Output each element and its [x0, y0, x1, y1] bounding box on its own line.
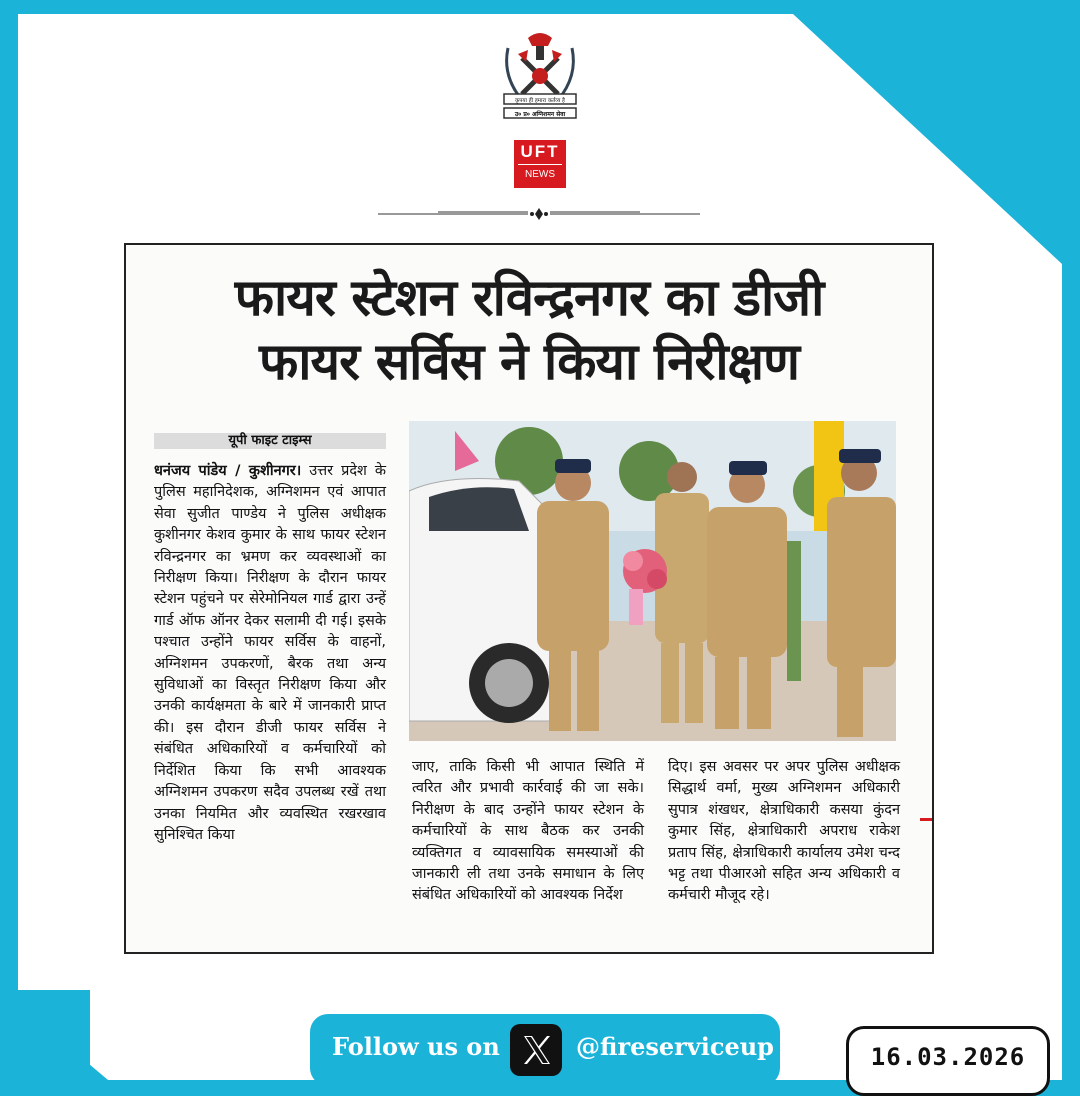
article-column-1 [154, 461, 386, 951]
article-byline: धनंजय पांडेय / कुशीनगर। [154, 463, 302, 479]
headline-line-1: फायर स्टेशन रविन्द्रनगर का डीजी [234, 269, 824, 328]
x-logo-icon[interactable] [510, 1024, 562, 1076]
date-badge [846, 1026, 1050, 1096]
newspaper-clipping [124, 243, 934, 954]
headline-line-2: फायर सर्विस ने किया निरीक्षण [258, 333, 799, 392]
emblem-motto: कृपया ही हमारा कर्तव्य है [515, 98, 565, 104]
ornamental-divider [378, 207, 700, 221]
source-label: यूपी फाइट टाइम्स [154, 433, 386, 449]
uft-logo-bottom: NEWS [525, 169, 555, 180]
date-text: 16.03.2026 [870, 1043, 1026, 1071]
article-photo [409, 421, 896, 741]
uft-logo-top: UFT [518, 140, 562, 165]
follow-label: Follow us on [332, 1032, 500, 1061]
follow-pill[interactable] [310, 1014, 780, 1086]
fire-service-emblem-icon [498, 28, 582, 124]
uft-news-logo [514, 140, 566, 188]
red-accent-mark [920, 818, 932, 821]
article-column-2: जाए, ताकि किसी भी आपात स्थिति में त्वरित और प्रभावी कार्रवाई की जा सके। निरीक्षण के बाद उन्होंने फायर स्टेशन के कर्मचारियों के साथ बैठक कर उनकी व्यक्तिगत व व्यावसायिक समस्याओं की जानकारी ली तथा उनके समाधान के लिए संबंधित अधिकारियों को आवश्यक निर्देश [412, 759, 644, 904]
article-headline [126, 267, 932, 395]
emblem-org: उ० प्र० अग्निशमन सेवा [514, 111, 566, 118]
corner-accent [0, 990, 90, 1080]
social-handle-link[interactable]: @fireserviceup [576, 1032, 774, 1061]
article-column-3: दिए। इस अवसर पर अपर पुलिस अधीक्षक सिद्धार्थ वर्मा, मुख्य अग्निशमन अधिकारी सुपात्र शंखधर, क्षेत्राधिकारी कसया कुंदन कुमार सिंह, क्षेत्राधिकारी अपराध राकेश प्रताप सिंह, क्षेत्राधिकारी कार्यालय उमेश चन्द भट्ट तथा पीआरओ सहित अन्य अधिकारी व कर्मचारी मौजूद रहे। [668, 759, 900, 904]
column-1-text: उत्तर प्रदेश के पुलिस महानिदेशक, अग्निशमन एवं आपात सेवा सुजीत पाण्डेय ने पुलिस अधीक्षक कुशीनगर केशव कुमार के साथ फायर स्टेशन रविन्द्रनगर का भ्रमण कर व्यवस्थाओं का निरीक्षण किया। निरीक्षण के दौरान फायर स्टेशन पहुंचने पर सेरेमोनियल गार्ड द्वारा उन्हें गार्ड ऑफ ऑनर देकर सलामी दी गई। इसके पश्चात उन्होंने फायर सर्विस के वाहनों, अग्निशमन उपकरणों, बैरक तथा अन्य सुविधाओं का विस्तृत निरीक्षण किया और उनकी कार्यक्षमता के बारे में जानकारी प्राप्त की। इस दौरान डीजी फायर सर्विस ने संबंधित अधिकारियों व कर्मचारियों को निर्देशित किया कि सभी आवश्यक अग्निशमन उपकरण सदैव उपलब्ध रखें तथा उनका नियमित और व्यवस्थित रखरखाव सुनिश्चित किया [154, 463, 387, 843]
